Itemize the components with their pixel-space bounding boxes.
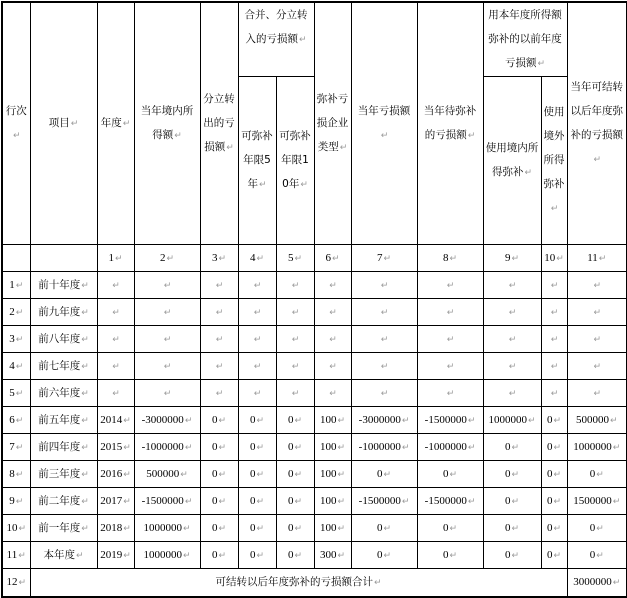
number-row-blank [30,245,97,272]
cell-col-11: 0↵ [567,542,627,569]
cell-col-6: ↵ [314,380,351,407]
cell-col-10: 0↵ [541,515,567,542]
cell-col-9: 1000000↵ [483,407,541,434]
cell-col-2: 1000000↵ [134,515,200,542]
cell-col-9: 0↵ [483,488,541,515]
header-year: 年度↵ [97,2,134,245]
cell-col-10: 0↵ [541,434,567,461]
cell-col-11: ↵ [567,326,627,353]
cell-col-7: ↵ [351,326,417,353]
header-foreign-offset: 使用境外所得弥补↵ [541,77,567,245]
table-row [2,488,627,515]
row-item: 前三年度↵ [30,461,97,488]
table-row [2,407,627,434]
cell-col-9: 0↵ [483,542,541,569]
table-row [2,434,627,461]
cell-col-9: ↵ [483,326,541,353]
cell-col-11: 500000↵ [567,407,627,434]
cell-col-8: 0↵ [417,515,483,542]
cell-col-2: ↵ [134,353,200,380]
header-current-loss: 当年亏损额↵ [351,2,417,245]
cell-col-2: ↵ [134,299,200,326]
cell-col-6: 100↵ [314,515,351,542]
cell-col-3: ↵ [200,299,238,326]
cell-col-8: -1500000↵ [417,488,483,515]
column-number-7: 7↵ [351,245,417,272]
total-row-number: 12↵ [2,569,30,597]
cell-col-6: ↵ [314,299,351,326]
cell-col-3: 0↵ [200,488,238,515]
cell-col-1: ↵ [97,272,134,299]
header-item: 项目↵ [30,2,97,245]
cell-col-1: 2014↵ [97,407,134,434]
header-row-no: 行次↵ [2,2,30,245]
cell-col-11: ↵ [567,299,627,326]
cell-col-7: 0↵ [351,515,417,542]
cell-col-10: 0↵ [541,542,567,569]
column-number-3: 3↵ [200,245,238,272]
cell-col-3: ↵ [200,380,238,407]
cell-col-8: ↵ [417,326,483,353]
table-row [2,461,627,488]
total-value: 3000000↵ [567,569,627,597]
row-number: 5↵ [2,380,30,407]
cell-col-4: 0↵ [238,407,276,434]
column-number-11: 11↵ [567,245,627,272]
cell-col-10: ↵ [541,326,567,353]
cell-col-6: 300↵ [314,542,351,569]
cell-col-11: 0↵ [567,461,627,488]
cell-col-10: ↵ [541,272,567,299]
cell-col-2: ↵ [134,380,200,407]
header-enterprise-type: 弥补亏损企业类型↵ [314,2,351,245]
row-number: 8↵ [2,461,30,488]
row-number: 6↵ [2,407,30,434]
cell-col-11: 0↵ [567,515,627,542]
cell-col-2: -1500000↵ [134,488,200,515]
cell-col-11: ↵ [567,353,627,380]
cell-col-1: ↵ [97,326,134,353]
cell-col-5: 0↵ [276,461,314,488]
cell-col-8: ↵ [417,353,483,380]
column-number-9: 9↵ [483,245,541,272]
cell-col-2: -3000000↵ [134,407,200,434]
cell-col-5: ↵ [276,353,314,380]
cell-col-7: 0↵ [351,461,417,488]
cell-col-4: ↵ [238,272,276,299]
cell-col-5: 0↵ [276,515,314,542]
cell-col-8: -1500000↵ [417,407,483,434]
cell-col-4: 0↵ [238,542,276,569]
cell-col-9: ↵ [483,380,541,407]
row-item: 前九年度↵ [30,299,97,326]
cell-col-1: 2017↵ [97,488,134,515]
cell-col-10: 0↵ [541,488,567,515]
cell-col-10: ↵ [541,299,567,326]
cell-col-3: 0↵ [200,542,238,569]
cell-col-5: ↵ [276,326,314,353]
cell-col-2: 1000000↵ [134,542,200,569]
table-row [2,542,627,569]
table-row [2,380,627,407]
row-number: 11↵ [2,542,30,569]
cell-col-9: ↵ [483,353,541,380]
table-row [2,326,627,353]
cell-col-4: ↵ [238,380,276,407]
cell-col-7: ↵ [351,380,417,407]
header-split-out-loss: 分立转出的亏损额↵ [200,2,238,245]
table-row [2,353,627,380]
cell-col-8: -1000000↵ [417,434,483,461]
cell-col-6: 100↵ [314,461,351,488]
row-item: 前五年度↵ [30,407,97,434]
table-row [2,272,627,299]
row-number: 2↵ [2,299,30,326]
header-merge-5yr: 可弥补年限5年↵ [238,77,276,245]
cell-col-3: ↵ [200,353,238,380]
cell-col-3: ↵ [200,326,238,353]
cell-col-2: 500000↵ [134,461,200,488]
cell-col-4: 0↵ [238,461,276,488]
header-domestic-offset: 使用境内所得弥补↵ [483,77,541,245]
row-item: 前七年度↵ [30,353,97,380]
cell-col-5: 0↵ [276,488,314,515]
row-item: 前八年度↵ [30,326,97,353]
cell-col-4: 0↵ [238,434,276,461]
cell-col-3: 0↵ [200,515,238,542]
row-item: 前十年度↵ [30,272,97,299]
cell-col-9: 0↵ [483,434,541,461]
table-row [2,299,627,326]
cell-col-7: -1500000↵ [351,488,417,515]
cell-col-4: ↵ [238,326,276,353]
cell-col-2: ↵ [134,272,200,299]
cell-col-8: 0↵ [417,542,483,569]
row-number: 10↵ [2,515,30,542]
cell-col-9: ↵ [483,272,541,299]
cell-col-7: 0↵ [351,542,417,569]
cell-col-9: 0↵ [483,515,541,542]
cell-col-6: ↵ [314,272,351,299]
cell-col-5: 0↵ [276,434,314,461]
cell-col-1: 2018↵ [97,515,134,542]
cell-col-8: 0↵ [417,461,483,488]
header-carry-forward: 当年可结转以后年度弥补的亏损额↵ [567,2,627,245]
cell-col-4: 0↵ [238,488,276,515]
header-merge-10yr: 可弥补年限10年↵ [276,77,314,245]
cell-col-6: ↵ [314,353,351,380]
total-row [2,569,627,597]
row-number: 7↵ [2,434,30,461]
cell-col-4: ↵ [238,353,276,380]
cell-col-6: ↵ [314,326,351,353]
loss-offset-table [1,1,627,598]
table-row [2,515,627,542]
cell-col-3: 0↵ [200,461,238,488]
cell-col-10: 0↵ [541,461,567,488]
cell-col-7: ↵ [351,272,417,299]
cell-col-1: 2015↵ [97,434,134,461]
cell-col-1: ↵ [97,353,134,380]
cell-col-5: 0↵ [276,407,314,434]
cell-col-5: 0↵ [276,542,314,569]
cell-col-4: ↵ [238,299,276,326]
cell-col-1: 2016↵ [97,461,134,488]
cell-col-1: 2019↵ [97,542,134,569]
cell-col-1: ↵ [97,380,134,407]
column-number-6: 6↵ [314,245,351,272]
cell-col-7: -1000000↵ [351,434,417,461]
cell-col-5: ↵ [276,380,314,407]
cell-col-10: ↵ [541,353,567,380]
header-merge-group: 合并、分立转入的亏损额↵ [238,2,314,77]
cell-col-11: 1500000↵ [567,488,627,515]
column-number-8: 8↵ [417,245,483,272]
cell-col-8: ↵ [417,380,483,407]
header-domestic-income: 当年境内所得额↵ [134,2,200,245]
column-number-10: 10↵ [541,245,567,272]
header-to-be-offset: 当年待弥补的亏损额↵ [417,2,483,245]
row-number: 4↵ [2,353,30,380]
cell-col-1: ↵ [97,299,134,326]
row-number: 9↵ [2,488,30,515]
cell-col-10: ↵ [541,380,567,407]
cell-col-10: 0↵ [541,407,567,434]
cell-col-3: 0↵ [200,434,238,461]
cell-col-5: ↵ [276,299,314,326]
cell-col-6: 100↵ [314,407,351,434]
cell-col-4: 0↵ [238,515,276,542]
cell-col-7: ↵ [351,353,417,380]
cell-col-8: ↵ [417,272,483,299]
cell-col-2: -1000000↵ [134,434,200,461]
column-number-5: 5↵ [276,245,314,272]
cell-col-5: ↵ [276,272,314,299]
row-item: 前二年度↵ [30,488,97,515]
cell-col-7: -3000000↵ [351,407,417,434]
number-row-blank [2,245,30,272]
cell-col-6: 100↵ [314,488,351,515]
cell-col-11: ↵ [567,272,627,299]
cell-col-8: ↵ [417,299,483,326]
total-label: 可结转以后年度弥补的亏损额合计↵ [30,569,567,597]
cell-col-11: ↵ [567,380,627,407]
cell-col-2: ↵ [134,326,200,353]
cell-col-3: ↵ [200,272,238,299]
row-number: 1↵ [2,272,30,299]
cell-col-7: ↵ [351,299,417,326]
column-number-2: 2↵ [134,245,200,272]
cell-col-11: 1000000↵ [567,434,627,461]
column-number-4: 4↵ [238,245,276,272]
row-item: 前六年度↵ [30,380,97,407]
row-item: 前四年度↵ [30,434,97,461]
header-offset-group: 用本年度所得额弥补的以前年度亏损额↵ [483,2,567,77]
cell-col-3: 0↵ [200,407,238,434]
row-item: 本年度↵ [30,542,97,569]
cell-col-9: 0↵ [483,461,541,488]
column-number-1: 1↵ [97,245,134,272]
row-number: 3↵ [2,326,30,353]
row-item: 前一年度↵ [30,515,97,542]
cell-col-6: 100↵ [314,434,351,461]
cell-col-9: ↵ [483,299,541,326]
